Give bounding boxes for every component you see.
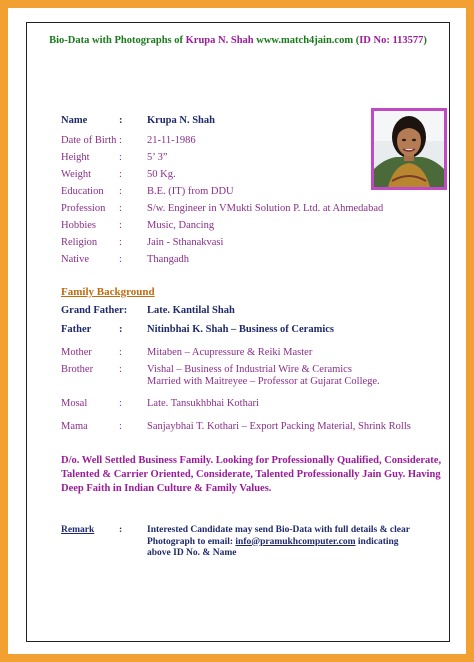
colon: : <box>119 135 122 146</box>
religion-label: Religion <box>61 237 98 248</box>
remark-label: Remark <box>61 525 95 535</box>
mother-value: Mitaben – Acupressure & Reiki Master <box>147 347 313 358</box>
mother-label: Mother <box>61 347 92 358</box>
brother-label: Brother <box>61 364 94 375</box>
remark-text <box>147 525 412 560</box>
page <box>8 8 466 654</box>
title-id: ID No: 113577 <box>359 35 424 46</box>
mama-value: Sanjaybhai T. Kothari – Export Packing Material, Shrink Rolls <box>147 421 411 432</box>
profile-photo <box>371 108 447 190</box>
grandfather-value: Late. Kantilal Shah <box>147 305 235 316</box>
dob-label: Date of Birth <box>61 135 117 146</box>
colon: : <box>119 421 122 432</box>
family-background-heading: Family Background <box>61 286 155 298</box>
colon: : <box>119 347 122 358</box>
remark-text-after: indicating above ID No. & Name <box>147 536 399 558</box>
colon: : <box>119 364 122 375</box>
title-suffix: ) <box>423 35 427 46</box>
portrait-image <box>374 111 444 187</box>
native-label: Native <box>61 254 89 265</box>
colon: : <box>119 398 122 409</box>
brother-value-line1: Vishal – Business of Industrial Wire & Ceramics <box>147 364 352 375</box>
father-label: Father <box>61 324 92 335</box>
colon: : <box>119 324 123 335</box>
brother-value-line2: Married with Maitreyee – Professor at Gujarat College. <box>147 376 380 387</box>
hobbies-label: Hobbies <box>61 220 96 231</box>
colon: : <box>119 186 122 197</box>
colon: : <box>119 525 123 535</box>
mosal-value: Late. Tansukhbhai Kothari <box>147 398 259 409</box>
title-site: www.match4jain.com ( <box>253 35 360 46</box>
mama-label: Mama <box>61 421 88 432</box>
religion-value: Jain - Sthanakvasi <box>147 237 224 248</box>
description-paragraph: D/o. Well Settled Business Family. Looking for Professionally Qualified, Considerate, Talented & Carrier Oriented, Considerate, Talented Professionally Jain Guy. Having Deep Faith in Indian Culture & Family Values. <box>61 455 442 494</box>
education-label: Education <box>61 186 104 197</box>
colon: : <box>119 115 123 126</box>
name-value: Krupa N. Shah <box>147 115 215 126</box>
colon: : <box>119 203 122 214</box>
title-name: Krupa N. Shah <box>185 35 254 46</box>
colon: : <box>119 237 122 248</box>
colon: : <box>119 152 122 163</box>
biodata-border <box>26 22 450 642</box>
weight-value: 50 Kg. <box>147 169 176 180</box>
father-value: Nitinbhai K. Shah – Business of Ceramics <box>147 324 334 335</box>
weight-label: Weight <box>61 169 92 180</box>
email-link[interactable]: info@pramukhcomputer.com <box>235 536 356 547</box>
name-label: Name <box>61 115 88 126</box>
native-value: Thangadh <box>147 254 189 265</box>
grandfather-label: Grand Father: <box>61 305 128 316</box>
mosal-label: Mosal <box>61 398 88 409</box>
colon: : <box>119 169 122 180</box>
profession-label: Profession <box>61 203 106 214</box>
title-prefix: Bio-Data with Photographs of <box>49 35 186 46</box>
remark-text-before: Interested Candidate may send Bio-Data with full details & clear Photograph to email: <box>147 525 410 547</box>
colon: : <box>119 254 122 265</box>
profession-value: S/w. Engineer in VMukti Solution P. Ltd. at Ahmedabad <box>147 203 384 214</box>
dob-value: 21-11-1986 <box>147 135 196 146</box>
education-value: B.E. (IT) from DDU <box>147 186 234 197</box>
height-label: Height <box>61 152 90 163</box>
colon: : <box>119 220 122 231</box>
hobbies-value: Music, Dancing <box>147 220 215 231</box>
height-value: 5’ 3” <box>147 152 168 163</box>
page-title <box>27 35 449 46</box>
